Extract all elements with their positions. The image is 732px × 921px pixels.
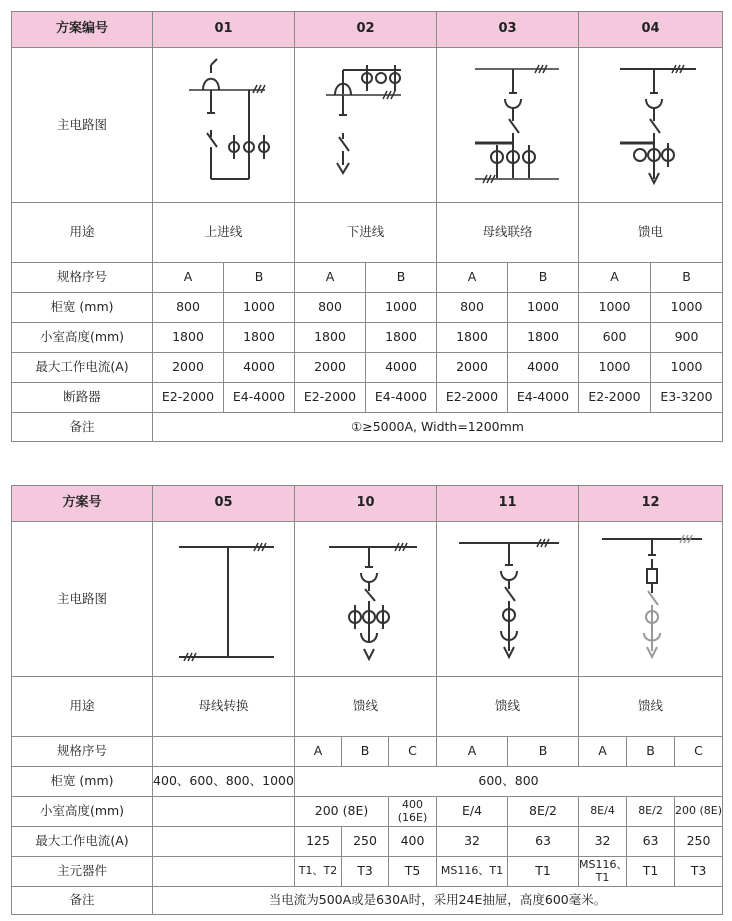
header-scheme-05: 05 xyxy=(153,486,295,522)
spec-cell: B xyxy=(342,737,389,767)
usage-03: 母线联络 xyxy=(437,203,579,263)
note-text: 当电流为500A或是630A时，采用24E抽屉，高度600毫米。 xyxy=(153,887,723,915)
height-cell: 900 xyxy=(651,323,723,353)
row-label-usage: 用途 xyxy=(12,203,153,263)
height-cell: 1800 xyxy=(153,323,224,353)
circuit-05-icon xyxy=(164,529,284,669)
component-cell: T1、T2 xyxy=(295,857,342,887)
height-cell: 1800 xyxy=(437,323,508,353)
row-label-spec: 规格序号 xyxy=(12,263,153,293)
row-label-current: 最大工作电流(A) xyxy=(12,353,153,383)
row-label-width: 柜宽 (mm) xyxy=(12,293,153,323)
current-cell: 63 xyxy=(627,827,675,857)
component-cell: T1 xyxy=(627,857,675,887)
scheme-table-2 xyxy=(11,485,723,915)
circuit-diagram-01 xyxy=(153,48,295,203)
row-label-current: 最大工作电流(A) xyxy=(12,827,153,857)
breaker-cell: E4-4000 xyxy=(508,383,579,413)
circuit-10-icon xyxy=(311,529,421,669)
current-cell: 250 xyxy=(342,827,389,857)
header-scheme-11: 11 xyxy=(437,486,579,522)
current-cell: 400 xyxy=(389,827,437,857)
spec-cell: A xyxy=(295,737,342,767)
row-label-note: 备注 xyxy=(12,887,153,915)
component-cell: T1 xyxy=(508,857,579,887)
current-cell: 63 xyxy=(508,827,579,857)
current-cell: 250 xyxy=(675,827,723,857)
component-cell: MS116、T1 xyxy=(437,857,508,887)
circuit-02-icon xyxy=(311,55,421,195)
current-cell: 1000 xyxy=(579,353,651,383)
height-cell: 400 (16E) xyxy=(389,797,437,827)
usage-10: 馈线 xyxy=(295,677,437,737)
height-cell: 600 xyxy=(579,323,651,353)
circuit-diagram-10 xyxy=(295,522,437,677)
width-cell: 1000 xyxy=(224,293,295,323)
circuit-diagram-04 xyxy=(579,48,723,203)
circuit-01-icon xyxy=(169,55,279,195)
usage-11: 馈线 xyxy=(437,677,579,737)
current-cell: 4000 xyxy=(366,353,437,383)
spec-cell: A xyxy=(437,737,508,767)
height-cell: E/4 xyxy=(437,797,508,827)
spec-cell: A xyxy=(153,263,224,293)
spec-cell: A xyxy=(579,737,627,767)
row-label-height: 小室高度(mm) xyxy=(12,797,153,827)
component-cell: T5 xyxy=(389,857,437,887)
height-cell: 1800 xyxy=(366,323,437,353)
breaker-cell: E2-2000 xyxy=(153,383,224,413)
breaker-cell: E2-2000 xyxy=(295,383,366,413)
width-cell: 800 xyxy=(295,293,366,323)
component-cell: T3 xyxy=(675,857,723,887)
current-cell: 2000 xyxy=(153,353,224,383)
circuit-04-icon xyxy=(596,55,706,195)
spec-cell: C xyxy=(675,737,723,767)
current-cell: 1000 xyxy=(651,353,723,383)
breaker-cell: E3-3200 xyxy=(651,383,723,413)
width-cell-rest: 600、800 xyxy=(295,767,723,797)
usage-01: 上进线 xyxy=(153,203,295,263)
circuit-12-icon xyxy=(596,529,706,669)
spec-cell: C xyxy=(389,737,437,767)
circuit-diagram-05 xyxy=(153,522,295,677)
height-cell: 8E/2 xyxy=(627,797,675,827)
current-cell: 2000 xyxy=(295,353,366,383)
header-scheme-number: 方案编号 xyxy=(12,12,153,48)
circuit-03-icon xyxy=(453,55,563,195)
height-cell-empty xyxy=(153,797,295,827)
circuit-diagram-02 xyxy=(295,48,437,203)
current-cell: 4000 xyxy=(224,353,295,383)
circuit-11-icon xyxy=(453,529,563,669)
height-cell: 200 (8E) xyxy=(675,797,723,827)
row-label-spec: 规格序号 xyxy=(12,737,153,767)
height-cell: 8E/4 xyxy=(579,797,627,827)
width-cell: 800 xyxy=(437,293,508,323)
circuit-diagram-12 xyxy=(579,522,723,677)
current-cell: 4000 xyxy=(508,353,579,383)
header-scheme-02: 02 xyxy=(295,12,437,48)
row-label-width: 柜宽 (mm) xyxy=(12,767,153,797)
header-scheme-number: 方案号 xyxy=(12,486,153,522)
breaker-cell: E4-4000 xyxy=(366,383,437,413)
row-label-diagram: 主电路图 xyxy=(12,48,153,203)
row-label-usage: 用途 xyxy=(12,677,153,737)
row-label-breaker: 断路器 xyxy=(12,383,153,413)
row-label-diagram: 主电路图 xyxy=(12,522,153,677)
height-cell: 1800 xyxy=(295,323,366,353)
width-cell: 1000 xyxy=(508,293,579,323)
current-cell: 125 xyxy=(295,827,342,857)
usage-12: 馈线 xyxy=(579,677,723,737)
note-text: ①≥5000A, Width=1200mm xyxy=(153,413,723,442)
component-cell-empty xyxy=(153,857,295,887)
header-scheme-12: 12 xyxy=(579,486,723,522)
row-label-height: 小室高度(mm) xyxy=(12,323,153,353)
spec-cell-empty xyxy=(153,737,295,767)
breaker-cell: E2-2000 xyxy=(437,383,508,413)
spec-cell: B xyxy=(508,263,579,293)
width-cell: 1000 xyxy=(579,293,651,323)
row-label-note: 备注 xyxy=(12,413,153,442)
current-cell: 2000 xyxy=(437,353,508,383)
height-cell: 8E/2 xyxy=(508,797,579,827)
height-cell: 200 (8E) xyxy=(295,797,389,827)
circuit-diagram-11 xyxy=(437,522,579,677)
usage-02: 下进线 xyxy=(295,203,437,263)
breaker-cell: E4-4000 xyxy=(224,383,295,413)
height-cell: 1800 xyxy=(224,323,295,353)
spec-cell: A xyxy=(579,263,651,293)
header-scheme-04: 04 xyxy=(579,12,723,48)
spec-cell: A xyxy=(437,263,508,293)
usage-05: 母线转换 xyxy=(153,677,295,737)
spec-cell: A xyxy=(295,263,366,293)
spec-cell: B xyxy=(366,263,437,293)
row-label-component: 主元器件 xyxy=(12,857,153,887)
spec-cell: B xyxy=(224,263,295,293)
breaker-cell: E2-2000 xyxy=(579,383,651,413)
spec-cell: B xyxy=(508,737,579,767)
width-cell-05: 400、600、800、1000 xyxy=(153,767,295,797)
current-cell: 32 xyxy=(579,827,627,857)
width-cell: 1000 xyxy=(366,293,437,323)
current-cell: 32 xyxy=(437,827,508,857)
circuit-diagram-03 xyxy=(437,48,579,203)
component-cell: MS116、T1 xyxy=(579,857,627,887)
width-cell: 800 xyxy=(153,293,224,323)
header-scheme-03: 03 xyxy=(437,12,579,48)
spec-cell: B xyxy=(651,263,723,293)
usage-04: 馈电 xyxy=(579,203,723,263)
height-cell: 1800 xyxy=(508,323,579,353)
component-cell: T3 xyxy=(342,857,389,887)
scheme-table-1 xyxy=(11,11,723,442)
current-cell-empty xyxy=(153,827,295,857)
header-scheme-10: 10 xyxy=(295,486,437,522)
spec-cell: B xyxy=(627,737,675,767)
header-scheme-01: 01 xyxy=(153,12,295,48)
width-cell: 1000 xyxy=(651,293,723,323)
